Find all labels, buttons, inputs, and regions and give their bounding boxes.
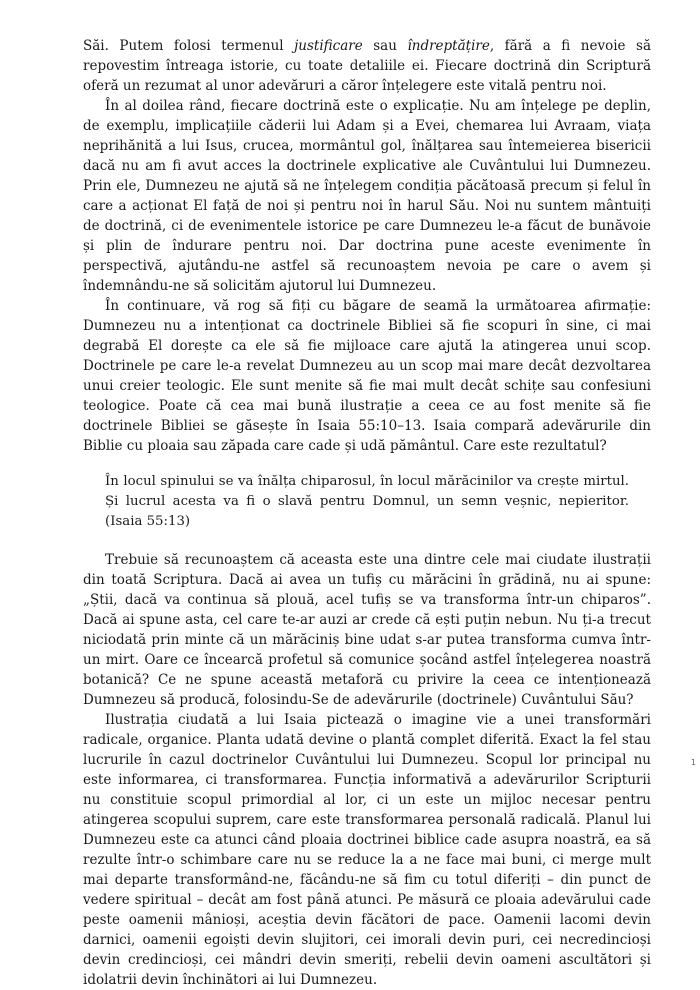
paragraph-1-text-c: , fără a fi nevoie să repovestim întreaga istorie, cu toate detaliile ei. Fiecare doctrină din Scriptură oferă un rezumat al unor adevăruri a căror înțelegere este vitală pentru noi. (83, 38, 651, 94)
paragraph-3: În continuare, vă rog să fiți cu băgare de seamă la următoarea afirmație: Dumnezeu nu a intenționat ca doctrinele Bibliei să fie scopuri în sine, ci mai degrabă El dorește ca ele să fie mijloace care ajută la atingerea unui scop. Doctrinele pe care le-a revelat Dumnezeu au un scop mai mare decât dezvoltarea unui creier teologic. Ele sunt menite să fie mai mult decât schițe sau confesiuni teologice. Poate că cea mai bună ilustrație a ceea ce au fost menite să fie doctrinele Bibliei se găsește în Isaia 55:10–13. Isaia compară adevărurile din Biblie cu ploaia sau zăpada care cade și udă pământul. Care este rezultatul? (83, 298, 651, 454)
paragraph-1 (83, 36, 651, 96)
paragraph-2: În al doilea rând, fiecare doctrină este o explicație. Nu am înțelege pe deplin, de exemplu, implicațiile căderii lui Adam și a Evei, chemarea lui Avraam, viața neprihănită a lui Isus, crucea, mormântul gol, înălțarea sau întemeierea bisericii dacă nu am fi avut acces la doctrinele explicative ale Cuvântului lui Dumnezeu. Prin ele, Dumnezeu ne ajută să ne înțelegem condiția păcătoasă precum și felul în care a acționat El față de noi și pentru noi în harul Său. Noi nu suntem mântuiți de doctrină, ci de evenimentele istorice pe care Dumnezeu le-a făcut de bunăvoie și plin de îndurare pentru noi. Dar doctrina pune aceste evenimente în perspectivă, ajutându-ne astfel să recunoaștem nevoia pe care o avem și îndemnându-ne să solicităm ajutorul lui Dumnezeu. (83, 98, 651, 294)
paragraph-1-text-b: sau (362, 38, 408, 54)
term-indreptatire: îndreptățire (407, 38, 490, 54)
paragraph-4: Trebuie să recunoaștem că aceasta este una dintre cele mai ciudate ilustrații din toată Scriptura. Dacă ai avea un tufiș cu mărăcini în grădină, nu ai spune: „Știi, dacă va continua să plouă, acel tufiș se va transforma într-un chiparos”. Dacă ai spune asta, cel care te-ar auzi ar crede că ești puțin nebun. Nu ți-a trecut niciodată prin minte că un mărăciniș bine udat s-ar putea transforma cumva într-un mirt. Oare ce încearcă profetul să comunice șocând astfel înțelegerea noastră botanică? Ce ne spune această metaforă cu privire la ceea ce intenționează Dumnezeu să producă, folosindu-Se de adevărurile (doctrinele) Cuvântului Său? (83, 552, 651, 708)
paragraph-5: Ilustrația ciudată a lui Isaia pictează o imagine vie a unei transformări radicale, organice. Planta udată devine o plantă complet diferită. Exact la fel stau lucrurile în cazul doctrinelor Cuvântului lui Dumnezeu. Scopul lor principal nu este informarea, ci transformarea. Funcția informativă a adevărurilor Scripturii nu constituie scopul primordial al lor, ci un este un mijloc necesar pentru atingerea scopului suprem, care este transformarea personală radicală. Planul lui Dumnezeu este ca atunci când ploaia doctrinei biblice cade asupra noastră, ea să rezulte într-o schimbare care nu se reduce la a ne face mai buni, ci merge mult mai departe transformând-ne, făcându-ne să fim cu totul diferiți – din punct de vedere spiritual – decât am fost până atunci. Pe măsură ce ploaia adevărului cade peste oamenii mânioși, aceștia devin făcători de pace. Oamenii lacomi devin darnici, oamenii egoiști devin slujitori, cei imorali devin puri, cei necredincioși devin credincioși, cei mândri devin smeriți, rebelii devin oameni ascultători și idolatrii devin închinători ai lui Dumnezeu. (83, 712, 651, 988)
paragraph-1-text-a: Săi. Putem folosi termenul (83, 38, 295, 54)
page-number: 1 (690, 758, 696, 767)
document-page (83, 36, 651, 990)
scripture-quote: În locul spinului se va înălța chiparosul, în locul mărăcinilor va crește mirtul. Și lucrul acesta va fi o slavă pentru Domnul, un semn veșnic, nepieritor. (Isaia 55:13) (105, 474, 629, 529)
term-justificare: justificare (294, 38, 363, 54)
